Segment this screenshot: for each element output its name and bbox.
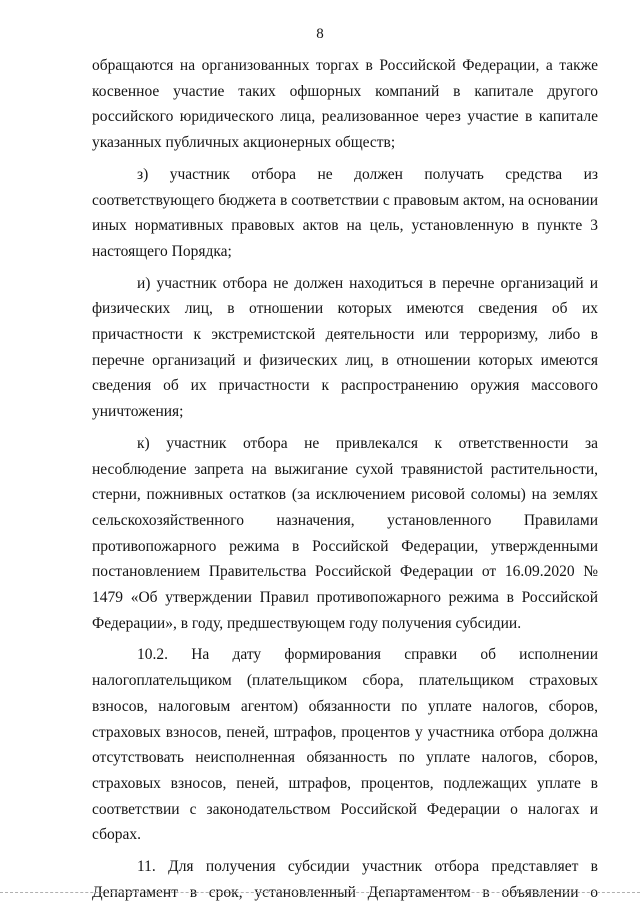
- paragraph-item-z: з) участник отбора не должен получать средства из соответствующего бюджета в соответствии с правовым актом, на основании иных нормативных правовых актов на цель, установленную в пункте 3 настоящего Порядка;: [92, 165, 598, 260]
- paragraph-item-k: к) участник отбора не привлекался к ответственности за несоблюдение запрета на выжигание сухой травянистой растительности, стерни, пожнивных остатков (за исключением рисовой соломы) на землях сельскохозяйственного назначения, установленного Правилами противопожарного режима в Российской Федерации, утвержденными постановлением Правительства Российской Федерации от 16.09.2020 № 1479 «Об утверждении Правил противопожарного режима в Российской Федерации», в году, предшествующем году получения субсидии.: [92, 434, 598, 632]
- paragraph-item-i: и) участник отбора не должен находиться в перечне организаций и физических лиц, в отношении которых имеются сведения об их причастности к экстремистской деятельности или терроризму, либо в перечне организаций и физических лиц, в отношении которых имеются сведения об их причастности к распространению оружия массового уничтожения;: [92, 274, 598, 421]
- document-body: [92, 53, 598, 906]
- paragraph-clause-11: 11. Для получения субсидии участник отбора представляет в Департамент в срок, установленный Департаментом в объявлении о: [92, 858, 598, 901]
- page-bottom-edge: [0, 892, 640, 893]
- paragraph-clause-10-2: 10.2. На дату формирования справки об исполнении налогоплательщиком (плательщиком сбора, плательщиком страховых взносов, налоговым агентом) обязанности по уплате налогов, сборов, страховых взносов, пеней, штрафов, процентов у участника отбора должна отсутствовать неисполненная обязанность по уплате налогов, сборов, страховых взносов, пеней, штрафов, процентов, подлежащих уплате в соответствии с законодательством Российской Федерации о налогах и сборах.: [92, 646, 598, 844]
- page-number: 8: [316, 26, 324, 42]
- paragraph-offshore-continuation: обращаются на организованных торгах в Российской Федерации, а также косвенное участие таких офшорных компаний в капитале другого российского юридического лица, реализованное через участие в капитале указанных публичных акционерных обществ;: [92, 57, 598, 152]
